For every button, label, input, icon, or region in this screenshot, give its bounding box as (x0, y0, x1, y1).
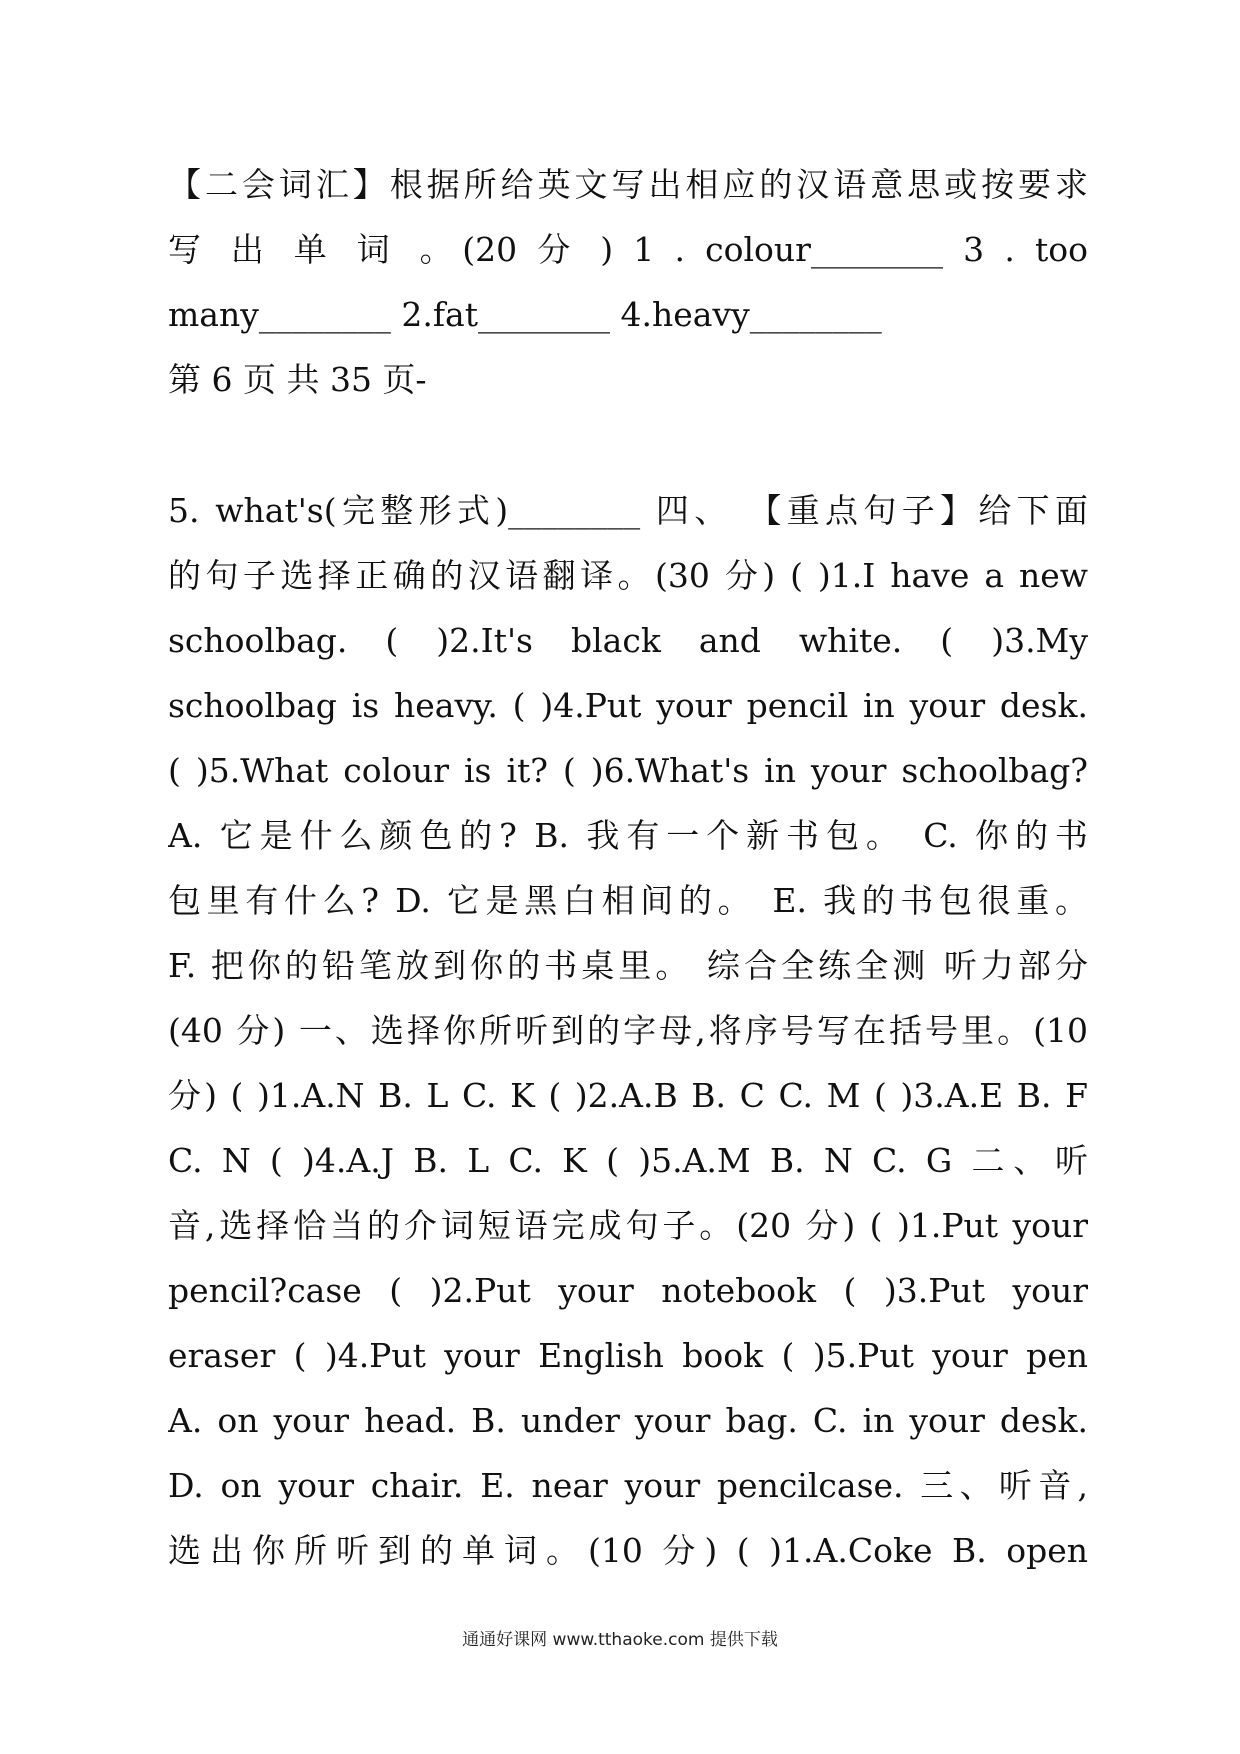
text-line: A. on your head. B. under your bag. C. in your desk. (168, 1401, 1088, 1440)
footer-credit: 通通好课网 www.tthaoke.com 提供下载 (462, 1630, 778, 1650)
text-line: 分) ( )1.A.N B. L C. K ( )2.A.B B. C C. M ( )3.A.E B. F (168, 1076, 1088, 1115)
exercise-section (168, 478, 1088, 1583)
text-line: F. 把你的铅笔放到你的书桌里。 综合全练全测 听力部分 (168, 946, 1088, 985)
text-line: many________ 2.fat________ 4.heavy________ (168, 295, 882, 334)
text-line: D. on your chair. E. near your pencilcase. 三、听音, (168, 1466, 1088, 1505)
text-line: eraser ( )4.Put your English book ( )5.Put your pen (168, 1336, 1088, 1375)
text-line: 选出你所听到的单词。(10 分) ( )1.A.Coke B. open (168, 1531, 1088, 1570)
text-line: pencil?case ( )2.Put your notebook ( )3.Put your (168, 1271, 1088, 1310)
page-number-line: 第 6 页 共 35 页- (168, 360, 427, 399)
text-line: 【二会词汇】根据所给英文写出相应的汉语意思或按要求 (168, 165, 1088, 204)
text-line: schoolbag is heavy. ( )4.Put your pencil in your desk. (168, 686, 1088, 725)
text-line: 包里有什么? D. 它是黑白相间的。 E. 我的书包很重。 (168, 881, 1088, 920)
text-line: A. 它是什么颜色的? B. 我有一个新书包。 C. 你的书 (168, 816, 1088, 855)
text-line: C. N ( )4.A.J B. L C. K ( )5.A.M B. N C. G 二、听 (168, 1141, 1088, 1180)
text-line: (40 分) 一、选择你所听到的字母,将序号写在括号里。(10 (168, 1011, 1088, 1050)
text-line: ( )5.What colour is it? ( )6.What's in your schoolbag? (168, 751, 1088, 790)
text-line: 写 出 单 词 。(20 分 ) 1 . colour________ 3 . too (168, 230, 1088, 269)
text-line: 音,选择恰当的介词短语完成句子。(20 分) ( )1.Put your (168, 1206, 1088, 1245)
text-line: 5. what's(完整形式)________ 四、 【重点句子】给下面 (168, 491, 1088, 530)
text-line: schoolbag. ( )2.It's black and white. ( )3.My (168, 621, 1088, 660)
text-line: 的句子选择正确的汉语翻译。(30 分) ( )1.I have a new (168, 556, 1088, 595)
vocabulary-section (168, 152, 1088, 412)
